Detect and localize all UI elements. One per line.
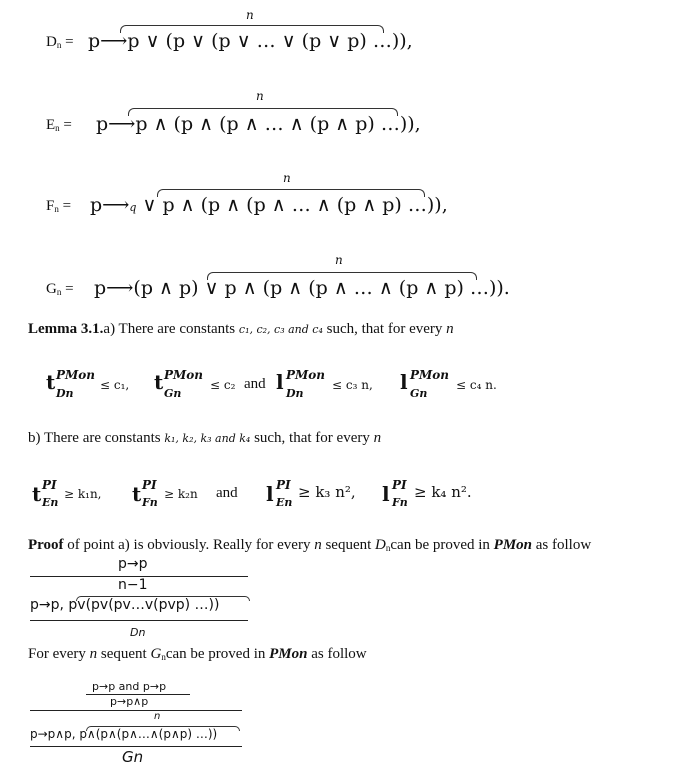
lemma-a-statement: Lemma 3.1.a) There are constants c₁, c₂, c₃ and c₄ such, that for every n [28, 321, 454, 337]
formula-g-overbrace [207, 272, 477, 280]
formula-f-label: $F_n$ = [46, 198, 72, 214]
formula-f-overbrace [157, 189, 425, 197]
formula-e-body: p⟶p ∧ (p ∧ (p ∧ … ∧ (p ∧ p) …)), [96, 113, 421, 135]
inference-line [30, 710, 242, 711]
formula-f-n: n [283, 171, 291, 185]
formula-e-overbrace [128, 108, 398, 116]
inference-line [30, 746, 242, 747]
inference-line [30, 620, 248, 621]
formula-f-body: p⟶q ∨ p ∧ (p ∧ (p ∧ … ∧ (p ∧ p) …)), [90, 194, 448, 216]
proof-paragraph: Proof of point a) is obviously. Really for every n sequent $D_ncan$ be proved in PMon as follow [28, 537, 592, 553]
formula-d-n: n [246, 8, 254, 22]
formula-g-label: $G_n$ = [46, 281, 74, 297]
formula-d-body: p⟶p ∨ (p ∨ (p ∨ … ∨ (p ∨ p) …)), [88, 30, 413, 52]
formula-e-label: $E_n$ = [46, 117, 72, 133]
formula-g-body: p⟶(p ∧ p) ∨ p ∧ (p ∧ (p ∧ … ∧ (p ∧ p) …)). [94, 277, 510, 299]
formula-d-overbrace [120, 25, 384, 33]
formula-g-n: n [335, 253, 343, 267]
formula-e-n: n [256, 89, 264, 103]
lemma-b-statement: b) There are constants k₁, k₂, k₃ and k₄ such, that for every n [28, 430, 382, 446]
formula-d-label: $D_n$ = [46, 34, 74, 50]
proof-g-line: For every n sequent $G_ncan$ be proved in PMon as follow [28, 646, 367, 662]
